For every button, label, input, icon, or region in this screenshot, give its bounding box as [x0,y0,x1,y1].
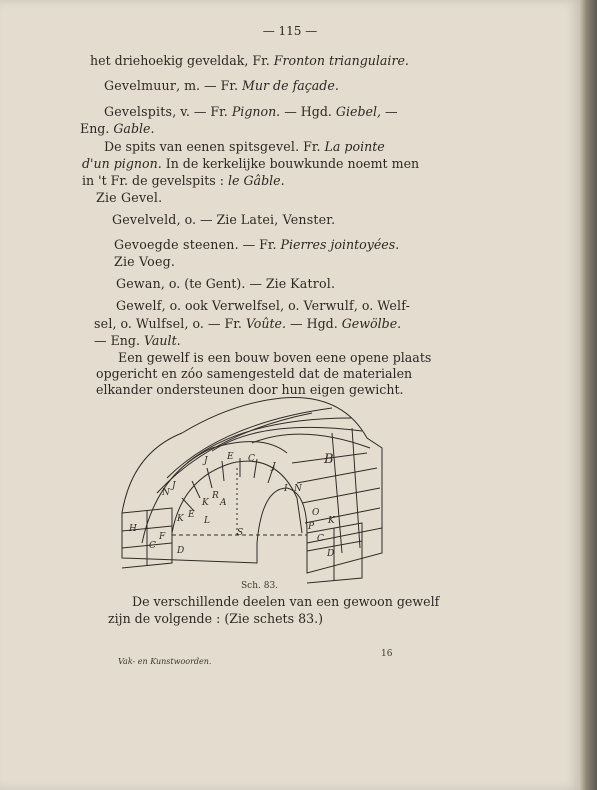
see-also: Zie Gevel. [96,190,163,205]
entry-gevoegde-steenen [114,237,399,253]
diagram-label: E [188,510,195,520]
diagram-label: O [312,508,320,518]
text-line [94,333,181,349]
text-italic: Gewölbe. [341,316,402,331]
text-italic: Giebel, [335,104,381,119]
text-italic: Gable. [113,121,155,136]
text: , o. — Zie [176,212,241,227]
headword: Welf- [377,298,411,313]
text-italic: le Gâble. [228,173,285,188]
page-number: — 115 — [262,24,318,38]
diagram-label: P [308,522,315,532]
text-line [104,139,385,155]
text: — Eng. [94,333,144,348]
text: In de kerkelijke bouwkunde noemt men [161,156,420,171]
text: , m. — Fr. [176,78,243,93]
page-edge [580,0,597,790]
text-italic: Pignon. [231,104,281,119]
text: , o. — Fr. [184,316,246,331]
diagram-label: J [272,462,276,472]
text-line [90,53,409,69]
headword: Wulfsel [135,316,185,331]
text-italic: Voûte. [245,316,287,331]
entry-gevelveld [112,212,335,228]
vault-diagram [112,393,392,588]
headword: Verwulf [303,298,354,313]
text: , v. — Fr. [172,104,232,119]
diagram-label: B [324,452,334,467]
signature-number: 16 [381,649,393,659]
diagram-label: E [227,452,234,462]
text: Eng. [80,121,114,136]
text: in 't Fr. de gevelspits : [82,173,229,188]
headword: Gewan [116,276,161,291]
diagram-label: N [162,488,170,498]
text: het driehoekig geveldak, Fr. [90,53,274,68]
text: — Hgd. [280,104,336,119]
text-line: elkander ondersteunen door hun eigen gewicht. [96,382,404,397]
headword: Gevoegde steenen [114,237,235,252]
diagram-label: C [317,534,324,544]
text-line: De verschillende deelen van een gewoon gewelf [132,594,440,609]
headword: Gewelf [116,298,162,313]
text: , o. ook [161,298,212,313]
text-italic: d'un pignon. [82,156,162,171]
text-italic: Mur de façade. [242,78,339,93]
entry-gevelspits [104,104,398,120]
text-line [80,121,155,137]
see-also: Zie Voeg. [114,254,176,269]
diagram-label: J [204,456,208,466]
text-italic: Pierres jointoyées. [280,237,400,252]
headword: Gevelmuur [104,78,177,93]
diagram-label: J [172,481,176,491]
diagram-label: D [177,546,185,556]
entry-gewelf [116,298,410,314]
text: , o. [353,298,378,313]
headword: sel [94,316,113,331]
text-italic: La pointe [324,139,385,154]
diagram-label: S [237,528,244,538]
text-line: Een gewelf is een bouw boven eene opene plaats [118,350,432,365]
headword: Gevelveld [112,212,177,227]
cross-ref: Katrol. [290,276,336,291]
text-italic: Vault. [143,333,181,348]
text: . Fr. [295,139,325,154]
text-line [94,316,401,332]
diagram-label: C [248,454,255,464]
diagram-label: L [204,516,210,526]
cross-ref: Latei, Venster. [240,212,336,227]
text-line: zijn de volgende : (Zie schets 83.) [108,611,324,626]
diagram-label: A [220,498,227,508]
text-line [82,173,285,189]
diagram-label: N [294,484,302,494]
diagram-label: K [202,498,209,508]
entry-gewan [116,276,335,292]
headword: Gevelspits [104,104,173,119]
diagram-label: H [129,524,137,534]
diagram-label: K [328,516,335,526]
text-line: opgericht en zóo samengesteld dat de materialen [96,366,413,381]
text: , o. [280,298,304,313]
diagram-label: F [159,532,166,542]
text: De spits van eenen [104,139,229,154]
headword: Verwelfsel [211,298,281,313]
figure-caption: Sch. 83. [241,581,279,591]
diagram-label: D [327,549,335,559]
diagram-label: R [212,491,219,501]
diagram-label: C [149,541,156,551]
text: — [381,104,398,119]
text-line [82,156,419,172]
text-italic: Fronton triangulaire. [273,53,409,68]
footer-signature: Vak- en Kunstwoorden. [118,657,212,666]
text: . — Fr. [234,237,281,252]
diagram-label: I [284,484,288,494]
diagram-label: K [177,514,184,524]
entry-gevelmuur [104,78,339,94]
text: , o. (te Gent). — Zie [160,276,291,291]
text: — Hgd. [286,316,342,331]
text: , o. [112,316,136,331]
headword: spitsgevel [228,139,296,154]
